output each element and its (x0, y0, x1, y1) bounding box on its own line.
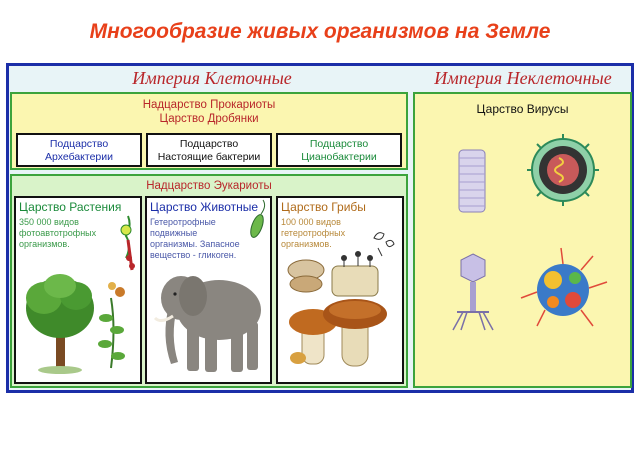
desc-line: вещество - гликоген. (150, 250, 237, 260)
subkingdom-name: Настоящие бактерии (157, 151, 261, 163)
subkingdom-archaebacteria (16, 133, 142, 167)
eukaryotes-heading: Надцарство Эукариоты (146, 180, 272, 192)
subkingdom-label: Подцарство (49, 138, 109, 150)
kingdom-animals-title: Царство Животные (150, 200, 259, 214)
desc-line: фотоавтотрофных (19, 228, 97, 238)
subkingdom-true-bacteria (146, 133, 272, 167)
prokaryotes-kingdom-label: Царство Дробянки (159, 113, 259, 125)
subkingdom-label: Подцарство (309, 138, 369, 150)
kingdom-animals-card (145, 196, 272, 384)
viruses-heading: Царство Вирусы (476, 102, 569, 116)
fungi-illustration (278, 198, 404, 384)
desc-line: организмов. (281, 239, 332, 249)
subkingdom-name: Цианобактерии (301, 151, 377, 163)
euglena-icon (248, 200, 266, 239)
adenovirus-icon (521, 248, 607, 326)
desc-line: 100 000 видов (281, 217, 341, 227)
enveloped-virus-icon (527, 134, 599, 206)
empire-cellular-heading: Империя Клеточные (132, 68, 292, 88)
page-title: Многообразие живых организмов на Земле (89, 20, 551, 43)
prokaryotes-superkingdom-label: Надцарство Прокариоты (142, 99, 276, 111)
viruses-illustration (413, 130, 632, 380)
desc-line: подвижные (150, 228, 198, 238)
fern-icon (98, 282, 125, 368)
bread-mold-icon (288, 251, 378, 296)
desc-line: 350 000 видов (19, 217, 79, 227)
subkingdom-name: Архебактерии (44, 151, 113, 163)
mold-icon (374, 233, 394, 256)
desc-line: гетеротрофных (281, 228, 346, 238)
subkingdom-label: Подцарство (179, 138, 239, 150)
prokaryotes-heading (10, 98, 408, 126)
desc-line: организмов. (19, 239, 70, 249)
tobacco-mosaic-virus-icon (459, 150, 485, 212)
tree-icon (26, 274, 94, 374)
bacteriophage-icon (453, 254, 493, 330)
plants-illustration (16, 198, 142, 384)
algae-icon (121, 216, 135, 270)
subkingdom-cyanobacteria (276, 133, 402, 167)
mushroom-icon (289, 299, 387, 366)
kingdom-fungi-title: Царство Грибы (281, 200, 366, 214)
desc-line: организмы. Запасное (150, 239, 240, 249)
elephant-icon (155, 276, 261, 372)
kingdom-fungi-card (276, 196, 404, 384)
kingdom-plants-card (14, 196, 142, 384)
kingdom-plants-title: Царство Растения (19, 200, 122, 214)
animals-illustration (147, 198, 272, 384)
empire-noncellular-heading: Империя Неклеточные (434, 68, 612, 88)
desc-line: Гетеротрофные (150, 217, 216, 227)
